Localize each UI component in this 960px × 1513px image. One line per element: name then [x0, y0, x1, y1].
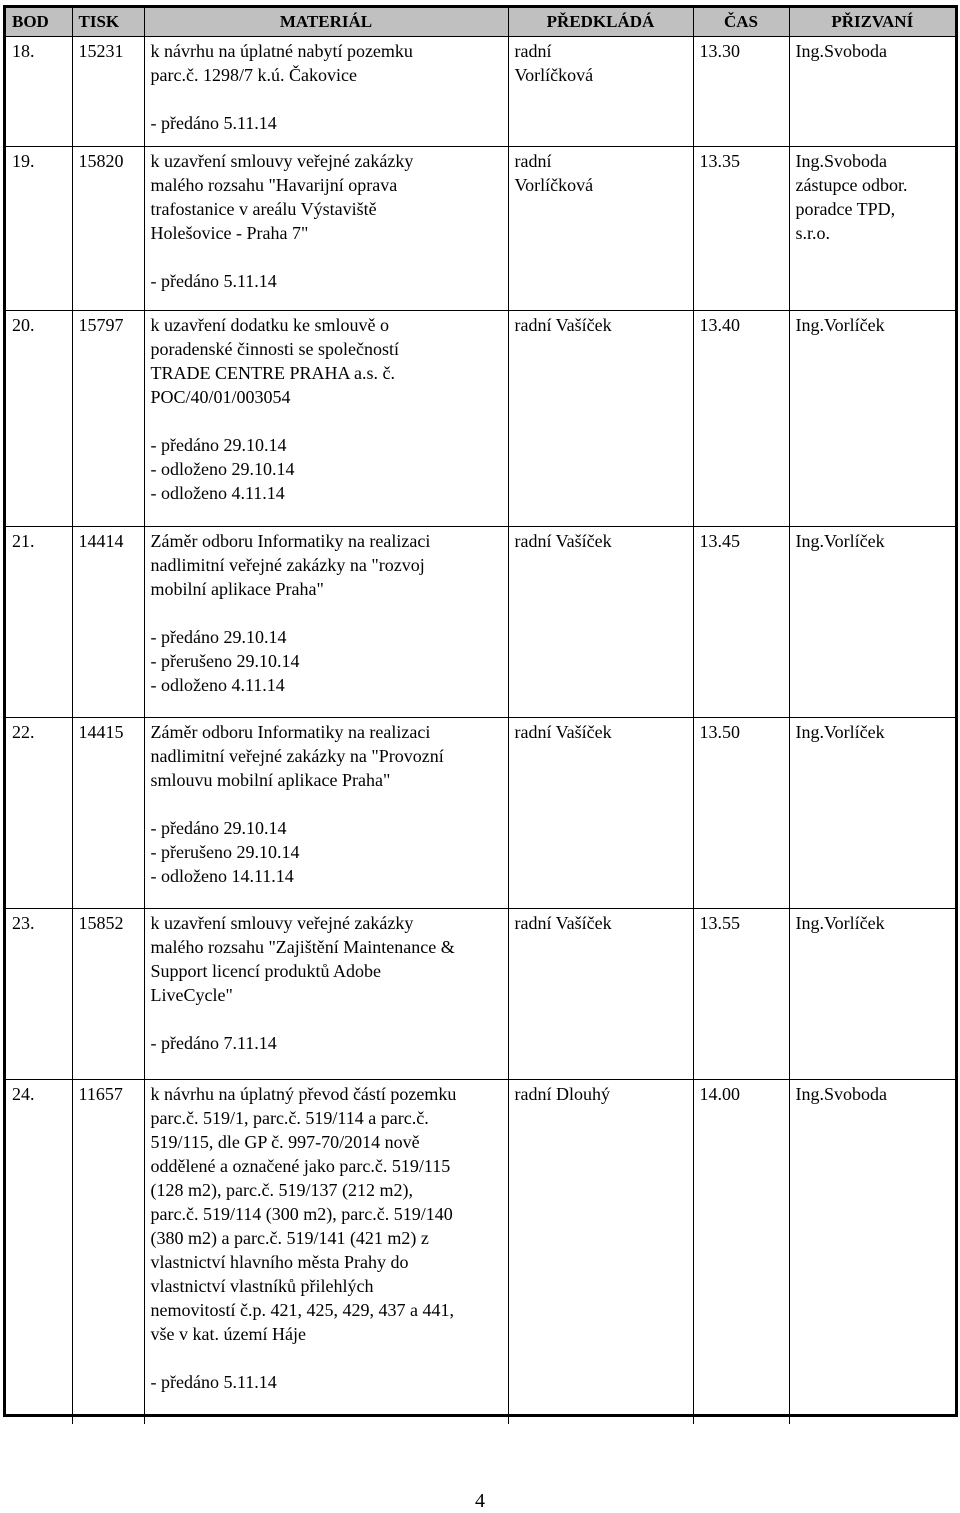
- material-line: Support licencí produktů Adobe: [150, 961, 381, 981]
- status-history: [151, 433, 508, 505]
- cell-bod: 23.: [6, 909, 72, 1080]
- presenter-line: Vorlíčková: [514, 65, 594, 85]
- material-line: malého rozsahu "Zajištění Maintenance &: [150, 937, 455, 957]
- status-history: [151, 1031, 508, 1055]
- material-line: (380 m2) a parc.č. 519/141 (421 m2) z: [150, 1228, 429, 1248]
- cell-prizvani: [789, 909, 955, 1080]
- status-line: - předáno 5.11.14: [150, 1372, 277, 1392]
- status-line: - předáno 29.10.14: [150, 627, 287, 647]
- table-row: [6, 1080, 955, 1424]
- cell-bod: 22.: [6, 718, 72, 909]
- cell-cas: 13.35: [693, 147, 789, 311]
- material-line: nadlimitní veřejné zakázky na "Provozní: [150, 746, 444, 766]
- cell-predklada: [508, 37, 693, 147]
- cell-cas: 14.00: [693, 1080, 789, 1424]
- material-line: TRADE CENTRE PRAHA a.s. č.: [150, 363, 395, 383]
- cell-predklada: [508, 1080, 693, 1424]
- presenter-line: radní Vašíček: [514, 315, 612, 335]
- material-text: [151, 313, 508, 409]
- cell-material: [144, 37, 508, 147]
- cell-predklada: [508, 147, 693, 311]
- col-header-tisk: TISK: [72, 8, 144, 37]
- cell-cas: 13.45: [693, 527, 789, 718]
- material-line: POC/40/01/003054: [150, 387, 291, 407]
- material-line: k uzavření dodatku ke smlouvě o: [150, 315, 389, 335]
- material-line: poradenské činnosti se společností: [150, 339, 399, 359]
- cell-tisk: 15820: [72, 147, 144, 311]
- cell-bod: 18.: [6, 37, 72, 147]
- status-line: - odloženo 4.11.14: [150, 675, 285, 695]
- cell-material: [144, 1080, 508, 1424]
- material-line: parc.č. 519/1, parc.č. 519/114 a parc.č.: [150, 1108, 429, 1128]
- cell-predklada: [508, 909, 693, 1080]
- material-line: vše v kat. území Háje: [150, 1324, 306, 1344]
- status-line: - předáno 29.10.14: [150, 435, 287, 455]
- table-row: [6, 311, 955, 527]
- status-history: [151, 269, 508, 293]
- material-line: trafostanice v areálu Výstaviště: [150, 199, 377, 219]
- status-history: [151, 1370, 508, 1394]
- presenter-line: radní: [514, 151, 552, 171]
- invitee-line: zástupce odbor.: [795, 175, 908, 195]
- material-line: smlouvu mobilní aplikace Praha": [150, 770, 391, 790]
- invitee-line: Ing.Vorlíček: [795, 913, 885, 933]
- presenter-line: radní: [514, 41, 552, 61]
- invitee-line: s.r.o.: [795, 223, 831, 243]
- invitee-line: Ing.Svoboda: [795, 41, 887, 61]
- invitee-line: Ing.Svoboda: [795, 1084, 887, 1104]
- cell-predklada: [508, 718, 693, 909]
- material-line: mobilní aplikace Praha": [150, 579, 324, 599]
- material-text: [151, 1082, 508, 1346]
- cell-bod: 20.: [6, 311, 72, 527]
- status-line: - předáno 7.11.14: [150, 1033, 277, 1053]
- presenter-line: radní Vašíček: [514, 913, 612, 933]
- col-header-predklada: PŘEDKLÁDÁ: [508, 8, 693, 37]
- agenda-sheet: [3, 5, 958, 1417]
- status-line: - předáno 5.11.14: [150, 271, 277, 291]
- cell-bod: 24.: [6, 1080, 72, 1424]
- cell-prizvani: [789, 311, 955, 527]
- status-line: - odloženo 29.10.14: [150, 459, 295, 479]
- cell-tisk: 15852: [72, 909, 144, 1080]
- cell-cas: 13.40: [693, 311, 789, 527]
- cell-material: [144, 147, 508, 311]
- col-header-material: MATERIÁL: [144, 8, 508, 37]
- material-text: [151, 39, 508, 87]
- cell-bod: 21.: [6, 527, 72, 718]
- cell-material: [144, 527, 508, 718]
- invitee-line: poradce TPD,: [795, 199, 896, 219]
- status-line: - přerušeno 29.10.14: [150, 651, 300, 671]
- status-line: - přerušeno 29.10.14: [150, 842, 300, 862]
- material-line: LiveCycle": [150, 985, 233, 1005]
- invitee-line: Ing.Vorlíček: [795, 531, 885, 551]
- presenter-line: radní Vašíček: [514, 722, 612, 742]
- cell-predklada: [508, 311, 693, 527]
- table-row: [6, 37, 955, 147]
- material-line: k návrhu na úplatný převod částí pozemku: [150, 1084, 457, 1104]
- material-line: vlastnictví vlastníků přilehlých: [150, 1276, 374, 1296]
- presenter-line: radní Vašíček: [514, 531, 612, 551]
- material-line: Záměr odboru Informatiky na realizaci: [150, 722, 431, 742]
- cell-prizvani: [789, 147, 955, 311]
- invitee-line: Ing.Vorlíček: [795, 722, 885, 742]
- material-line: vlastnictví hlavního města Prahy do: [150, 1252, 409, 1272]
- material-line: Holešovice - Praha 7": [150, 223, 309, 243]
- material-line: parc.č. 519/114 (300 m2), parc.č. 519/140: [150, 1204, 453, 1224]
- cell-bod: 19.: [6, 147, 72, 311]
- agenda-table: [6, 8, 955, 1424]
- cell-prizvani: [789, 37, 955, 147]
- material-line: oddělené a označené jako parc.č. 519/115: [150, 1156, 451, 1176]
- cell-cas: 13.30: [693, 37, 789, 147]
- cell-tisk: 14414: [72, 527, 144, 718]
- presenter-line: radní Dlouhý: [514, 1084, 610, 1104]
- material-text: [151, 529, 508, 601]
- material-line: parc.č. 1298/7 k.ú. Čakovice: [150, 65, 357, 85]
- status-line: - odloženo 4.11.14: [150, 483, 285, 503]
- col-header-bod: BOD: [6, 8, 72, 37]
- table-row: [6, 909, 955, 1080]
- cell-material: [144, 909, 508, 1080]
- cell-prizvani: [789, 718, 955, 909]
- cell-tisk: 15231: [72, 37, 144, 147]
- table-row: [6, 527, 955, 718]
- material-line: k uzavření smlouvy veřejné zakázky: [150, 913, 414, 933]
- cell-prizvani: [789, 1080, 955, 1424]
- material-text: [151, 720, 508, 792]
- status-history: [151, 625, 508, 697]
- material-line: 519/115, dle GP č. 997-70/2014 nově: [150, 1132, 420, 1152]
- cell-predklada: [508, 527, 693, 718]
- material-line: k návrhu na úplatné nabytí pozemku: [150, 41, 413, 61]
- material-line: k uzavření smlouvy veřejné zakázky: [150, 151, 414, 171]
- cell-cas: 13.50: [693, 718, 789, 909]
- cell-material: [144, 718, 508, 909]
- status-line: - předáno 5.11.14: [150, 113, 277, 133]
- table-row: [6, 718, 955, 909]
- cell-material: [144, 311, 508, 527]
- cell-prizvani: [789, 527, 955, 718]
- material-text: [151, 911, 508, 1007]
- status-history: [151, 111, 508, 135]
- material-line: Záměr odboru Informatiky na realizaci: [150, 531, 431, 551]
- cell-cas: 13.55: [693, 909, 789, 1080]
- header-row: [6, 8, 955, 37]
- table-row: [6, 147, 955, 311]
- page-number: 4: [475, 1490, 485, 1512]
- material-text: [151, 149, 508, 245]
- invitee-line: Ing.Svoboda: [795, 151, 887, 171]
- cell-tisk: 15797: [72, 311, 144, 527]
- col-header-cas: ČAS: [693, 8, 789, 37]
- invitee-line: Ing.Vorlíček: [795, 315, 885, 335]
- presenter-line: Vorlíčková: [514, 175, 594, 195]
- material-line: nemovitostí č.p. 421, 425, 429, 437 a 441,: [150, 1300, 454, 1320]
- status-history: [151, 816, 508, 888]
- status-line: - předáno 29.10.14: [150, 818, 287, 838]
- cell-tisk: 14415: [72, 718, 144, 909]
- material-line: malého rozsahu "Havarijní oprava: [150, 175, 398, 195]
- cell-tisk: 11657: [72, 1080, 144, 1424]
- material-line: (128 m2), parc.č. 519/137 (212 m2),: [150, 1180, 413, 1200]
- status-line: - odloženo 14.11.14: [150, 866, 294, 886]
- col-header-prizvani: PŘIZVANÍ: [789, 8, 955, 37]
- material-line: nadlimitní veřejné zakázky na "rozvoj: [150, 555, 425, 575]
